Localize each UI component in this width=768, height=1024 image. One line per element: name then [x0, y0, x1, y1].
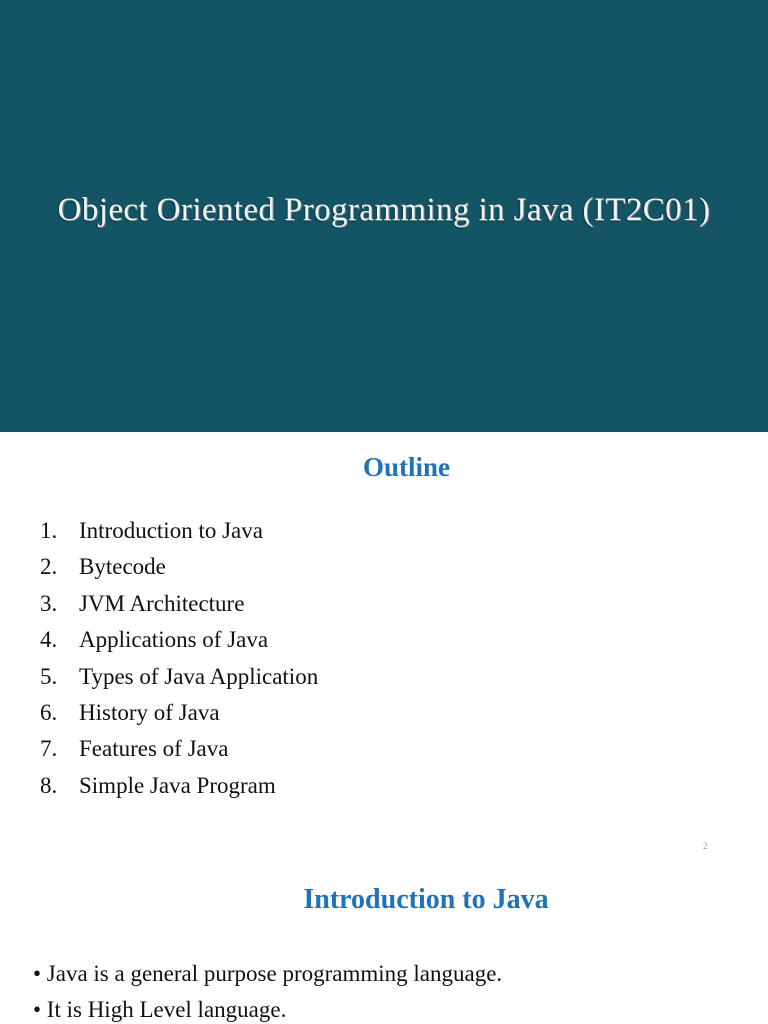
outline-slide	[0, 432, 768, 864]
outline-item-number: 8.	[40, 772, 58, 798]
intro-bullet: • Java is a general purpose programming language.	[33, 961, 503, 986]
outline-item-label: Types of Java Application	[79, 663, 319, 689]
outline-item	[40, 698, 318, 734]
outline-item-label: Features of Java	[79, 736, 229, 762]
outline-item-label: History of Java	[79, 699, 220, 725]
outline-item-number: 3.	[40, 590, 58, 616]
outline-item-label: Simple Java Program	[79, 772, 276, 798]
outline-item-number: 7.	[40, 736, 58, 762]
outline-item-number: 4.	[40, 627, 58, 653]
outline-item	[40, 734, 318, 770]
outline-item	[40, 552, 318, 588]
slide-number: 2	[703, 841, 708, 851]
outline-item-number: 5.	[40, 663, 58, 689]
outline-list	[40, 516, 318, 807]
outline-item	[40, 589, 318, 625]
outline-item	[40, 662, 318, 698]
title-slide	[0, 0, 768, 432]
outline-item	[40, 516, 318, 552]
slide-title: Object Oriented Programming in Java (IT2C01)	[57, 192, 711, 228]
outline-item-label: Introduction to Java	[79, 518, 263, 543]
outline-item-number: 1.	[40, 518, 58, 543]
intro-slide	[0, 864, 768, 1024]
intro-bullet: • It is High Level language.	[33, 997, 287, 1022]
intro-heading: Introduction to Java	[303, 884, 549, 915]
outline-item-label: Applications of Java	[79, 627, 269, 653]
outline-item-label: JVM Architecture	[79, 590, 245, 616]
outline-item-number: 2.	[40, 554, 58, 580]
intro-bullet-list	[33, 960, 502, 1024]
outline-item-label: Bytecode	[79, 554, 166, 580]
outline-item	[40, 625, 318, 661]
outline-heading: Outline	[362, 452, 450, 482]
outline-item	[40, 771, 318, 807]
outline-item-number: 6.	[40, 699, 58, 725]
